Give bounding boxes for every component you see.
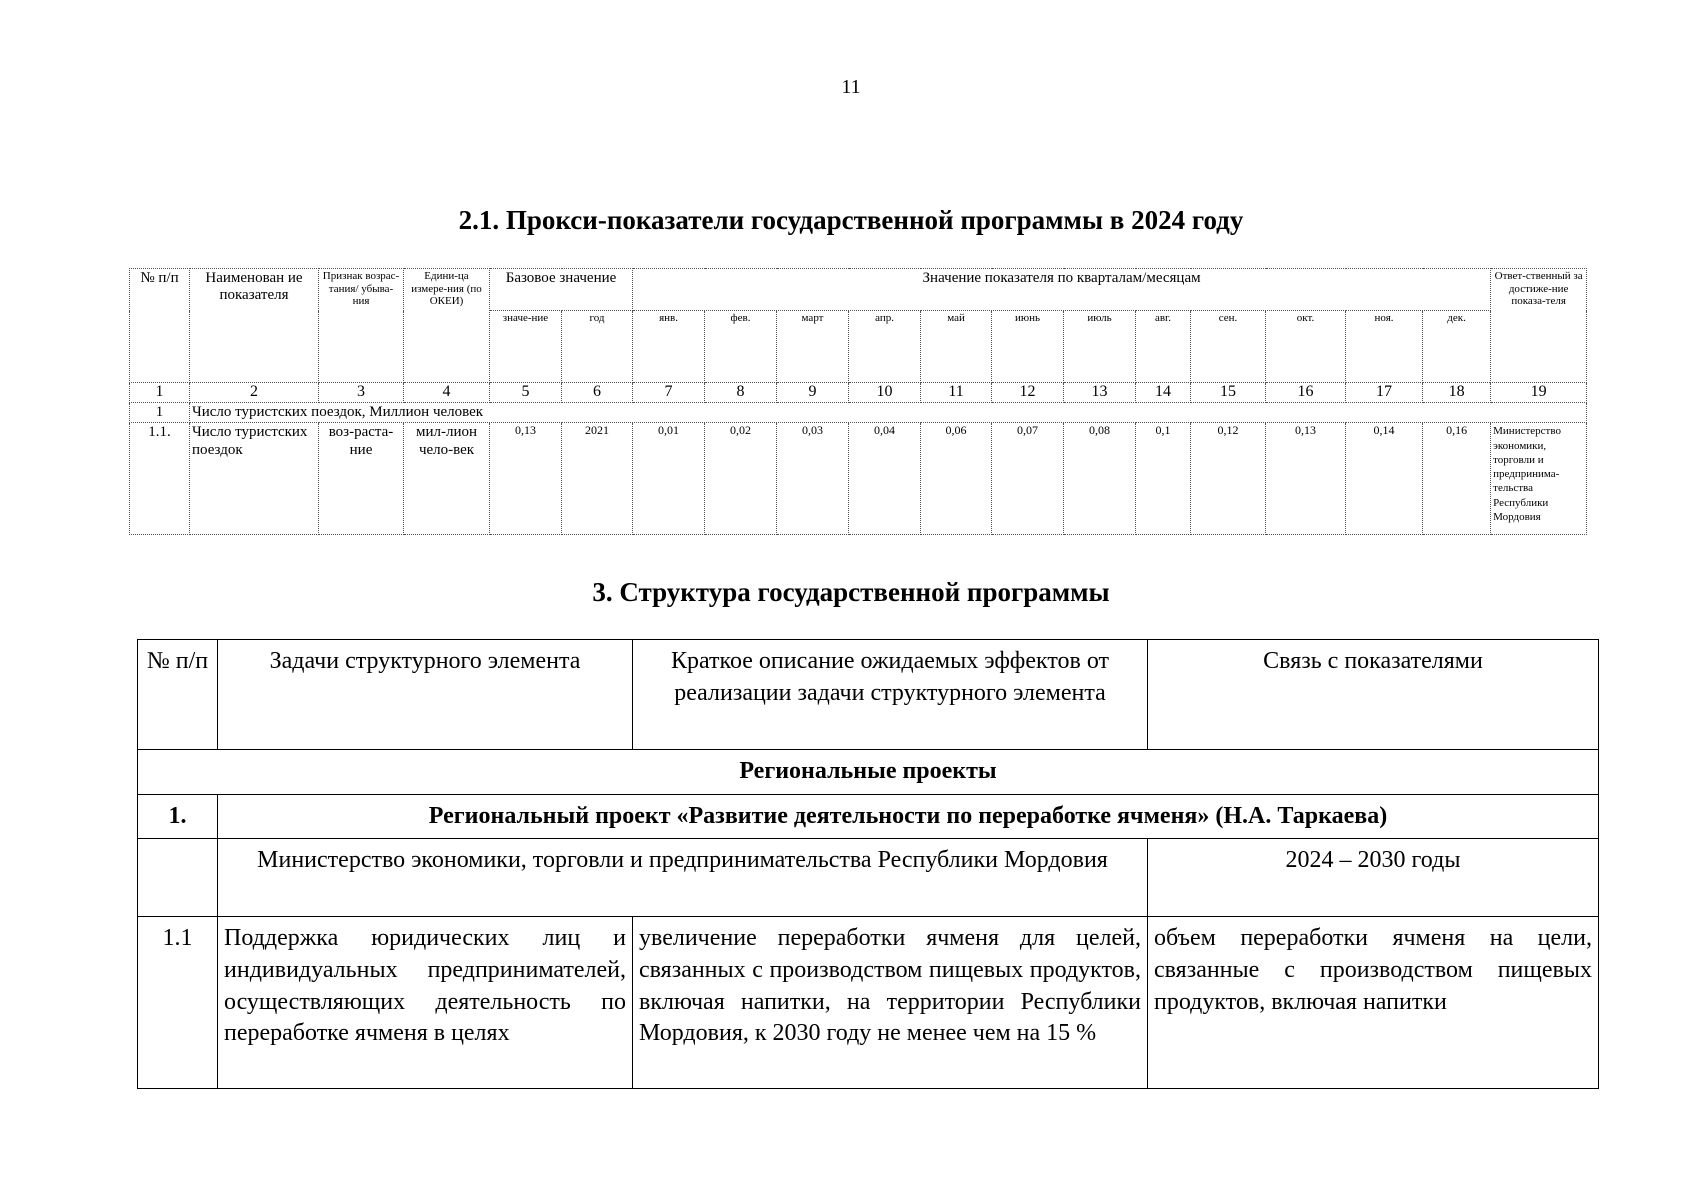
column-number: 3 — [319, 383, 404, 403]
group-label: Число туристских поездок, Миллион человек — [190, 403, 1587, 423]
row-month-value: 0,07 — [992, 423, 1064, 535]
header-month: июнь — [992, 311, 1064, 383]
header-month: фев. — [705, 311, 777, 383]
column-number: 1 — [130, 383, 190, 403]
row-month-value: 0,02 — [705, 423, 777, 535]
project-num: 1. — [138, 794, 218, 839]
column-number: 15 — [1191, 383, 1266, 403]
column-number: 14 — [1136, 383, 1191, 403]
header-sign: Признак возрас-тания/ убыва-ния — [319, 269, 404, 383]
row-month-value: 0,14 — [1346, 423, 1423, 535]
column-number: 19 — [1491, 383, 1587, 403]
header-month: окт. — [1266, 311, 1346, 383]
header-month: ноя. — [1346, 311, 1423, 383]
column-number: 2 — [190, 383, 319, 403]
row-month-value: 0,03 — [777, 423, 849, 535]
proxy-indicators-table — [129, 268, 1587, 535]
row-sign: воз-раста-ние — [319, 423, 404, 535]
header-month: дек. — [1423, 311, 1491, 383]
column-number: 11 — [921, 383, 992, 403]
header-monthly: Значение показателя по кварталам/месяцам — [633, 269, 1491, 311]
row-num: 1.1 — [138, 917, 218, 1089]
row-month-value: 0,06 — [921, 423, 992, 535]
row-responsible: Министерство экономики, торговли и предпринима-тельства Республики Мордовия — [1491, 423, 1587, 535]
section-2-1-title: 2.1. Прокси-показатели государственной программы в 2024 году — [458, 205, 1244, 235]
column-number: 16 — [1266, 383, 1346, 403]
row-task: Поддержка юридических лиц и индивидуальных предпринимателей, осуществляющих деятельность по переработке ячменя в целях — [218, 917, 633, 1089]
regional-projects-heading: Региональные проекты — [138, 750, 1599, 795]
header-base-value: значе-ние — [490, 311, 562, 383]
column-number: 5 — [490, 383, 562, 403]
column-number: 8 — [705, 383, 777, 403]
row-month-value: 0,04 — [849, 423, 921, 535]
column-number: 6 — [562, 383, 633, 403]
row-link: объем переработки ячменя на цели, связанные с производством пищевых продуктов, включая напитки — [1148, 917, 1599, 1089]
row-base-value: 0,13 — [490, 423, 562, 535]
section-3-title: 3. Структура государственной программы — [592, 577, 1110, 607]
column-number: 9 — [777, 383, 849, 403]
row-month-value: 0,12 — [1191, 423, 1266, 535]
row-unit: мил-лион чело-век — [404, 423, 490, 535]
row-base-year: 2021 — [562, 423, 633, 535]
header-month: авг. — [1136, 311, 1191, 383]
row-month-value: 0,01 — [633, 423, 705, 535]
header-month: май — [921, 311, 992, 383]
row-month-value: 0,13 — [1266, 423, 1346, 535]
project-ministry: Министерство экономики, торговли и предпринимательства Республики Мордовия — [218, 839, 1148, 917]
row-effect: увеличение переработки ячменя для целей, связанных с производством пищевых продуктов, включая напитки, на территории Республики Мордовия, к 2030 году не менее чем на 15 % — [633, 917, 1148, 1089]
row-month-value: 0,16 — [1423, 423, 1491, 535]
header-month: янв. — [633, 311, 705, 383]
group-num: 1 — [130, 403, 190, 423]
header-tasks: Задачи структурного элемента — [218, 640, 633, 750]
page-number: 11 — [841, 76, 861, 98]
column-number: 4 — [404, 383, 490, 403]
column-number: 7 — [633, 383, 705, 403]
column-number: 12 — [992, 383, 1064, 403]
header-num: № п/п — [138, 640, 218, 750]
header-month: апр. — [849, 311, 921, 383]
empty-cell — [138, 839, 218, 917]
column-number: 17 — [1346, 383, 1423, 403]
header-name: Наименован ие показателя — [190, 269, 319, 383]
project-period: 2024 – 2030 годы — [1148, 839, 1599, 917]
header-base-year: год — [562, 311, 633, 383]
header-num: № п/п — [130, 269, 190, 383]
header-month: март — [777, 311, 849, 383]
column-number: 13 — [1064, 383, 1136, 403]
project-title: Региональный проект «Развитие деятельности по переработке ячменя» (Н.А. Таркаева) — [218, 794, 1599, 839]
header-base: Базовое значение — [490, 269, 633, 311]
row-month-value: 0,08 — [1064, 423, 1136, 535]
header-unit: Едини-ца измере-ния (по ОКЕИ) — [404, 269, 490, 383]
row-month-value: 0,1 — [1136, 423, 1191, 535]
program-structure-table — [137, 639, 1599, 1089]
column-number: 10 — [849, 383, 921, 403]
column-number: 18 — [1423, 383, 1491, 403]
header-effects: Краткое описание ожидаемых эффектов от реализации задачи структурного элемента — [633, 640, 1148, 750]
row-name: Число туристских поездок — [190, 423, 319, 535]
header-responsible: Ответ-ственный за достиже-ние показа-теля — [1491, 269, 1587, 383]
header-link: Связь с показателями — [1148, 640, 1599, 750]
row-num: 1.1. — [130, 423, 190, 535]
header-month: июль — [1064, 311, 1136, 383]
header-month: сен. — [1191, 311, 1266, 383]
